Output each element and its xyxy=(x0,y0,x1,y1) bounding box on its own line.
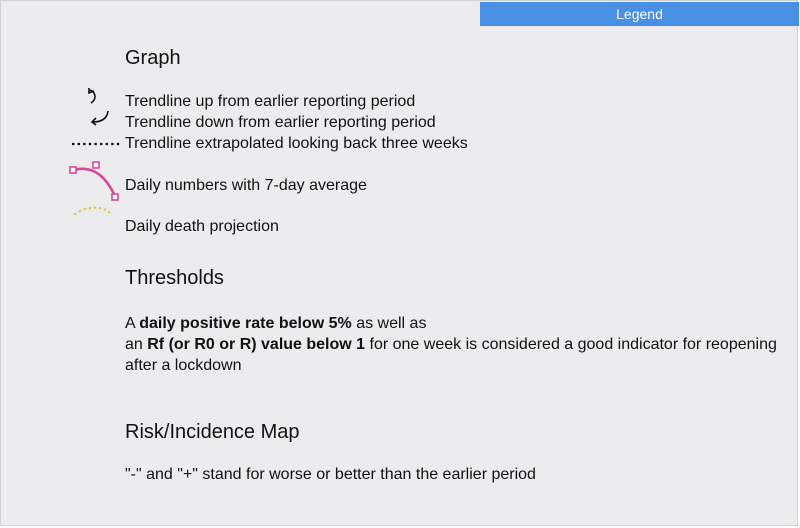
trend-up-label: Trendline up from earlier reporting period xyxy=(125,93,416,110)
curved-arrow-up-icon xyxy=(85,87,103,105)
thresholds-paragraph: A daily positive rate below 5% as well as an Rf (or R0 or R) value below 1 for one week is considered a good indicator for reopening after a lockdown xyxy=(125,315,777,374)
yellow-dotted-arc-icon xyxy=(69,201,119,221)
curved-arrow-down-icon xyxy=(89,109,111,127)
daily-numbers-label: Daily numbers with 7-day average xyxy=(125,177,367,194)
graph-section-title: Graph xyxy=(125,47,181,69)
dotted-line-icon xyxy=(71,141,121,147)
positive-rate-emphasis: daily positive rate below 5% xyxy=(139,315,352,332)
death-projection-label: Daily death projection xyxy=(125,218,279,235)
r-value-emphasis: Rf (or R0 or R) value below 1 xyxy=(147,336,366,353)
risk-map-description: "-" and "+" stand for worse or better than the earlier period xyxy=(125,466,536,483)
thresholds-section-title: Thresholds xyxy=(125,267,224,289)
legend-tab[interactable]: Legend xyxy=(480,2,799,26)
trend-extrapolated-label: Trendline extrapolated looking back three weeks xyxy=(125,135,468,152)
pink-curve-icon xyxy=(67,159,123,205)
trend-down-label: Trendline down from earlier reporting period xyxy=(125,114,436,131)
risk-map-section-title: Risk/Incidence Map xyxy=(125,421,300,443)
